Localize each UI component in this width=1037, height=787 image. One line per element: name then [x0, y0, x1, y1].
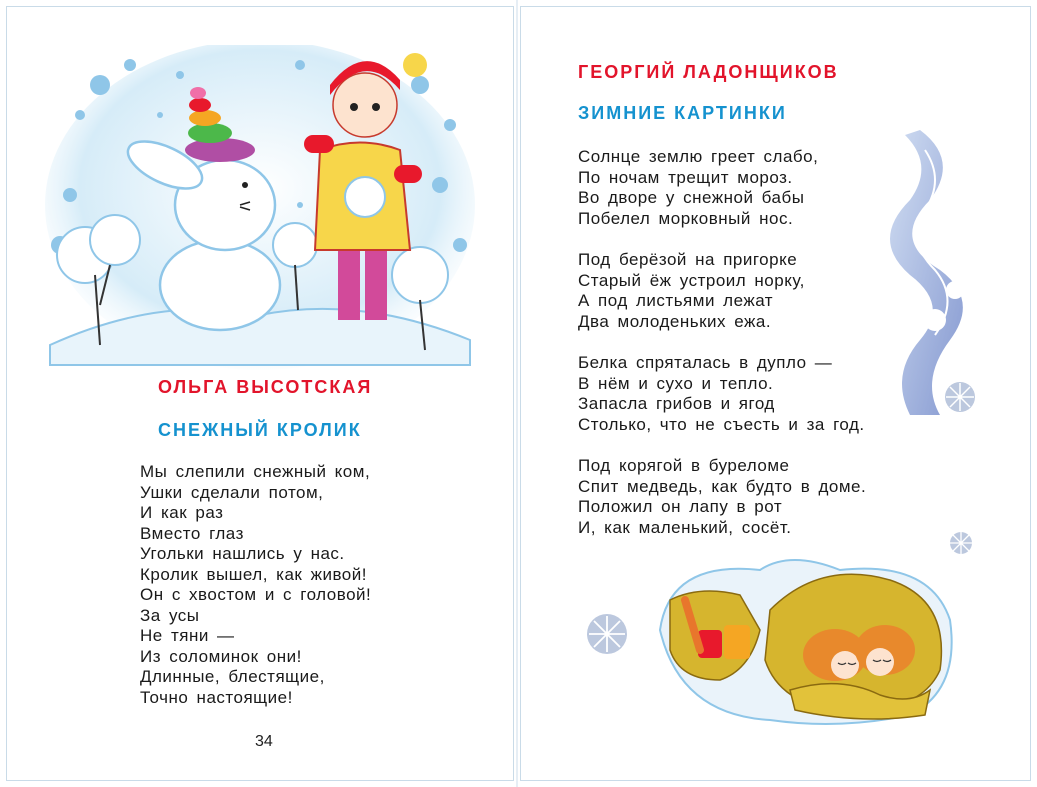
poem-line: Кролик вышел, как живой! [140, 564, 367, 584]
snowflake-icon [585, 612, 629, 656]
left-title: СНЕЖНЫЙ КРОЛИК [158, 420, 362, 440]
right-author: ГЕОРГИЙ ЛАДОНЩИКОВ [578, 62, 839, 82]
poem-line: Солнце землю греет слабо, [578, 147, 819, 166]
poem-line: Белка спряталась в дупло — [578, 353, 833, 372]
sleeping-hedgehogs-illustration [640, 540, 970, 730]
poem-line: Под берёзой на пригорке [578, 250, 798, 269]
left-poem [140, 462, 371, 708]
poem-line: Из соломинок они! [140, 646, 302, 666]
poem-line: Под корягой в буреломе [578, 456, 790, 475]
winter-illustration [40, 45, 480, 375]
poem-line: Ушки сделали потом, [140, 482, 324, 502]
poem-line: Не тяни — [140, 626, 235, 645]
poem-line: Угольки нашлись у нас. [140, 544, 345, 563]
page-number: 34 [255, 733, 273, 750]
poem-line: Столько, что не съесть и за год. [578, 414, 865, 434]
poem-line: Мы слепили снежный ком, [140, 462, 371, 481]
frost-swirl-illustration [880, 120, 990, 420]
poem-line: И, как маленький, сосёт. [578, 517, 792, 537]
poem-line: Длинные, блестящие, [140, 667, 325, 686]
poem-line: Точно настоящие! [140, 687, 293, 707]
poem-line: Два молоденьких ежа. [578, 311, 772, 331]
poem-line: Старый ёж устроил норку, [578, 270, 805, 290]
poem-line: По ночам трещит мороз. [578, 167, 793, 187]
poem-line: Вместо глаз [140, 523, 244, 543]
poem-stanza [578, 456, 866, 538]
poem-line: Во дворе у снежной бабы [578, 188, 805, 207]
poem-stanza [578, 353, 866, 435]
poem-line: В нём и сухо и тепло. [578, 373, 774, 393]
poem-line: Побелел морковный нос. [578, 208, 794, 228]
snowflake-icon [943, 380, 977, 414]
right-title: ЗИМНИЕ КАРТИНКИ [578, 103, 787, 123]
book-gutter [516, 0, 518, 787]
poem-line: Спит медведь, как будто в доме. [578, 476, 867, 496]
poem-stanza [578, 147, 866, 229]
right-poem [578, 147, 866, 559]
poem-stanza [578, 250, 866, 332]
left-author: ОЛЬГА ВЫСОТСКАЯ [158, 377, 373, 397]
poem-line: А под листьями лежат [578, 291, 774, 310]
poem-line: Положил он лапу в рот [578, 497, 783, 516]
poem-line: За усы [140, 605, 200, 625]
poem-line: Запасла грибов и ягод [578, 394, 775, 413]
poem-line: Он с хвостом и с головой! [140, 585, 372, 604]
poem-line: И как раз [140, 503, 224, 522]
